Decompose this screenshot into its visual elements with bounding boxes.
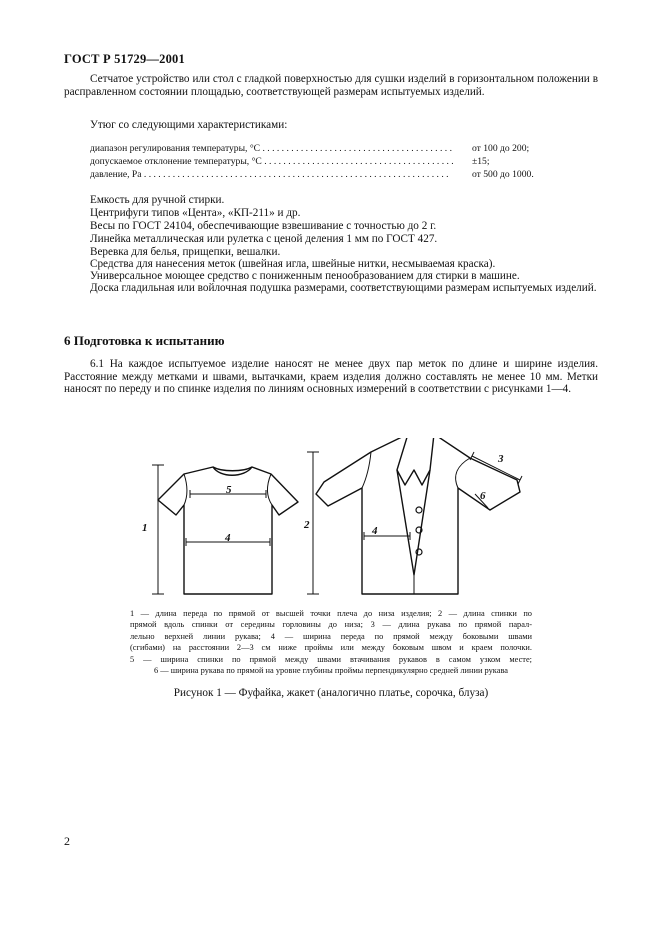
legend-line: прямой вдоль спинки от середины горловины до низа; 3 — длина рукава по прямой парал- (130, 620, 532, 630)
legend-line: 6 — ширина рукава по прямой на уровне глубины проймы перпендикулярно средней линии рукава (153, 666, 509, 676)
equipment-item: Универсальное моющее средство с пониженным пенообразованием для стирки в машине. (90, 270, 520, 282)
section-6-paragraph: 6.1 На каждое испытуемое изделие наносят не менее двух пар меток по длине и ширине изделия. Расстояние между метками и швами, вытачками, краем изделия должно составлять не менее 10 мм. Метки наносят по переду и по спинке изделия по линиям основных измерений в соответствии с рисунками 1—4. (64, 358, 598, 396)
measure-label-3: 3 (498, 453, 504, 465)
legend-line: 5 — ширина спинки по прямой между швами втачивания рукавов в самом узком месте; (130, 654, 532, 664)
measure-label-1: 1 (142, 522, 148, 534)
measure-label-5: 5 (226, 484, 232, 496)
spec-value: от 500 до 1000. (472, 169, 534, 180)
spec-leader: давление, Ра . . . . . . . . . . . . . . . . . . . . . . . . . . . . . . . . . . . . . . . . . . . . . . . . . . . . . . . . . . . . . . . . (90, 169, 449, 180)
spec-row (90, 155, 598, 168)
figure-1-drawing (140, 438, 540, 604)
spec-leader: допускаемое отклонение температуры, °С . . . . . . . . . . . . . . . . . . . . . . . . . . . . . . . . . . . . . . . . (90, 156, 454, 167)
equipment-item: Емкость для ручной стирки. (90, 194, 225, 206)
ironing-board-paragraph: Доска гладильная или войлочная подушка размерами, соответствующими размерам испытуемых изделий. (90, 282, 597, 294)
measure-label-2: 2 (304, 519, 310, 531)
section-6-heading: 6 Подготовка к испытанию (64, 333, 225, 348)
jacket-outline (316, 438, 520, 594)
measure-label-6: 6 (480, 490, 486, 502)
spec-row (90, 168, 598, 181)
legend-line: (сгибами) на расстоянии 2—3 см ниже проймы или между боковым швом и краем полочки. (130, 643, 532, 653)
equipment-item: Веревка для белья, прищепки, вешалки. (90, 246, 281, 258)
legend-line: лельно верхней линии рукава; 4 — ширина переда по прямой между боковыми швами (130, 631, 532, 641)
figure-legend (130, 608, 532, 676)
drying-device-paragraph: Сетчатое устройство или стол с гладкой поверхностью для сушки изделий в горизонтальном положении в расправленном состоянии площадью, соответствующей размерам испытуемых изделий. (64, 73, 598, 98)
equipment-item: Центрифуги типов «Цента», «КП-211» и др. (90, 207, 301, 219)
iron-intro: Утюг со следующими характеристиками: (90, 119, 288, 131)
document-header: ГОСТ Р 51729—2001 (64, 52, 185, 66)
measure-label-4: 4 (225, 532, 231, 544)
spec-value: ±15; (472, 156, 490, 167)
equipment-item: Весы по ГОСТ 24104, обеспечивающие взвешивание с точностью до 2 г. (90, 220, 437, 232)
legend-line: 1 — длина переда по прямой от высшей точки плеча до низа изделия; 2 — длина спинки по (130, 609, 532, 618)
spec-leader: диапазон регулирования температуры, °С . . . . . . . . . . . . . . . . . . . . . . . . . . . . . . . . . . . . . . . . (90, 143, 452, 154)
figure-title: Рисунок 1 — Фуфайка, жакет (аналогично платье, сорочка, блуза) (173, 687, 489, 699)
spec-value: от 100 до 200; (472, 143, 530, 154)
measure-label-4-jacket: 4 (372, 525, 378, 537)
equipment-item: Средства для нанесения меток (швейная игла, швейные нитки, несмываемая краска). (90, 258, 496, 270)
page-number: 2 (64, 834, 70, 848)
equipment-item: Линейка металлическая или рулетка с ценой деления 1 мм по ГОСТ 427. (90, 233, 438, 245)
spec-row (90, 142, 598, 155)
